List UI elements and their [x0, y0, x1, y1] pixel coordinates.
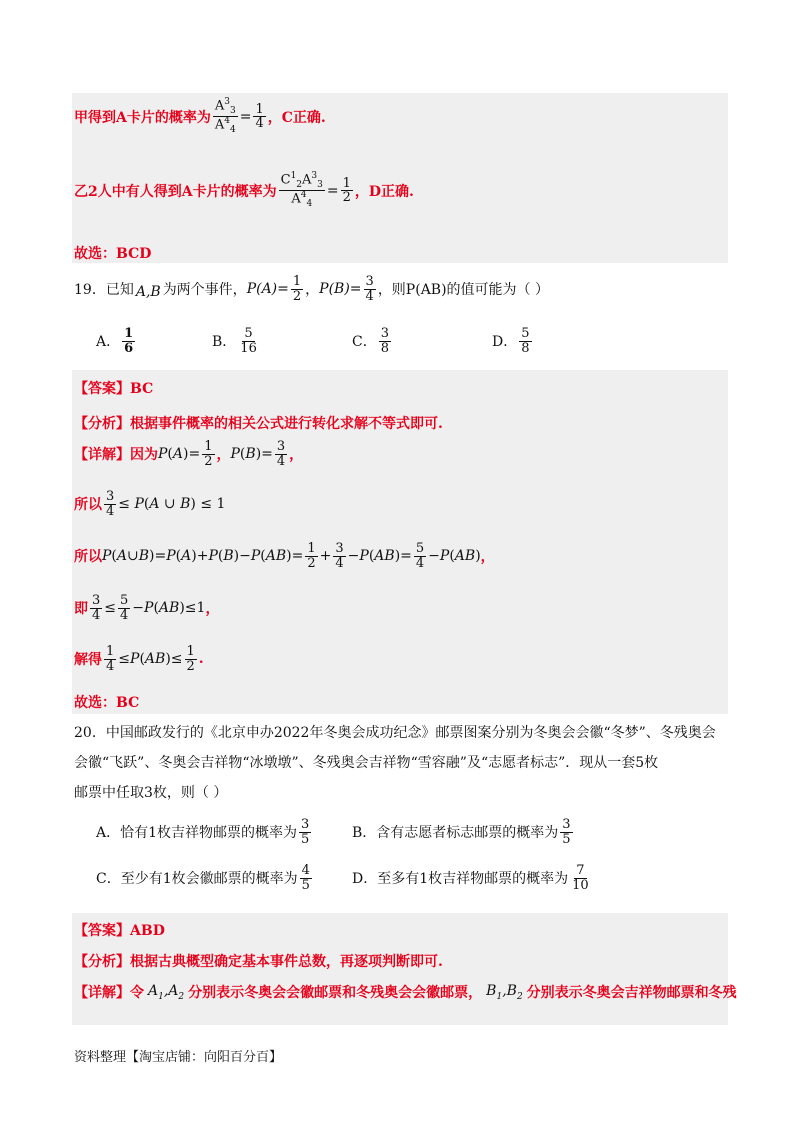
q19-choice: 故选：BC [74, 695, 140, 711]
q19-number: 19．已知 [74, 282, 134, 299]
prev-option-c-line: 甲得到A卡片的概率为 $\frac{A^3_3}{A^4_4}$ = $\frac{1}{4}$ ，C正确. [74, 97, 326, 136]
q19-step3: 即 $\frac{3}{4}$ ≤ $\frac{5}{4}$ −P(AB)≤1 ， [74, 593, 220, 623]
prev-choice: 故选：BCD [74, 246, 152, 262]
option-letter: A． [96, 334, 121, 351]
q19-so1: 所以 [74, 497, 102, 514]
prev-option-d-line: 乙2人中有人得到A卡片的概率为 $\frac{C^1_2A^3_3}{A^4_4}$ = $\frac{1}{2}$ ，D正确. [74, 171, 414, 210]
q20-detail-a: 【详解】令 [74, 985, 144, 1001]
prev-c-formula: $\frac{A^3_3}{A^4_4}$ [214, 97, 236, 136]
option-letter: D． [492, 334, 518, 351]
q20-detail: 【详解】令 $A_1,A_2$ 分别表示冬奥会会徽邮票和冬残奥会会徽邮票， $B_1,B_2$ 分别表示冬奥会吉祥物邮票和冬残 [74, 982, 737, 1002]
option-text: B．含有志愿者标志邮票的概率为 [352, 825, 559, 842]
option-letter: B． [212, 334, 237, 351]
q19-so2: 所以 [74, 549, 102, 566]
q20-answer: 【答案】ABD [74, 923, 165, 939]
q19-ask: ，则P(AB)的值可能为（ ） [377, 282, 550, 299]
q19-detail-label: 【详解】因为 [74, 447, 158, 464]
option-letter: C． [352, 334, 377, 351]
prev-d-tail: ，D正确. [354, 183, 414, 200]
q20-option-b[interactable]: B．含有志愿者标志邮票的概率为 $\frac{3}{5}$ [352, 817, 571, 847]
option-num: 5 [244, 326, 253, 341]
q20-line2: 会徽“飞跃”、冬奥会吉祥物“冰墩墩”、冬残奥会吉祥物“雪容融”及“志愿者标志”．现从一套5枚 [74, 755, 659, 771]
q19-jiede: 解得 [74, 652, 102, 669]
option-den: 8 [521, 340, 530, 356]
q19-answer: 【答案】BC [74, 381, 154, 397]
q19-option-b[interactable] [212, 327, 261, 355]
prev-d-value: $\frac{1}{2}$ [342, 175, 351, 206]
option-num: 3 [380, 326, 389, 341]
q19-step2: 所以 P(A∪B)=P(A)+P(B)−P(AB)= $\frac{1}{2}$ + $\frac{3}{4}$ −P(AB)= $\frac{5}{4}$ −P(AB) ， [74, 541, 495, 571]
q19-step4: 解得 $\frac{1}{4}$ ≤P(AB)≤ $\frac{1}{2}$ . [74, 644, 204, 674]
q20-stem [74, 718, 734, 808]
q19-option-d[interactable] [492, 327, 534, 355]
q19-events: A,B [135, 284, 161, 301]
option-den: 6 [124, 340, 134, 356]
q19-ji: 即 [74, 601, 88, 618]
q19-option-c[interactable] [352, 327, 393, 355]
option-num: 5 [521, 326, 530, 341]
q19-pb: P(B)= [319, 281, 362, 298]
q20-line1: 20．中国邮政发行的《北京申办2022年冬奥会成功纪念》邮票图案分别为冬奥会会徽“冬梦”、冬残奥会 [74, 725, 716, 741]
prev-c-label: 甲得到A卡片的概率为 [74, 109, 211, 126]
option-text: D．至多有1枚吉祥物邮票的概率为 [352, 871, 569, 888]
option-text: C．至少有1枚会徽邮票的概率为 [96, 871, 298, 888]
q20-detail-c: 分别表示冬奥会吉祥物邮票和冬残 [526, 985, 737, 1001]
prev-d-label: 乙2人中有人得到A卡片的概率为 [74, 183, 277, 200]
option-text: A．恰有1枚吉祥物邮票的概率为 [96, 825, 298, 842]
q19-stem: 19．已知 A,B 为两个事件， P(A)= $\frac{1}{2}$ ， P(B)= $\frac{3}{4}$ ，则P(AB)的值可能为（ ） [74, 274, 550, 304]
q20-option-a[interactable]: A．恰有1枚吉祥物邮票的概率为 $\frac{3}{5}$ [96, 817, 310, 847]
option-den: 8 [380, 340, 389, 356]
q19-detail: 【详解】因为 P ( A )= $\frac{1}{2}$ ， P ( B )= $\frac{3}{4}$ ， [74, 439, 304, 469]
q20-option-c[interactable]: C．至少有1枚会徽邮票的概率为 $\frac{4}{5}$ [96, 863, 310, 893]
q20-option-d[interactable]: D．至多有1枚吉祥物邮票的概率为 $\frac{7}{10}$ [352, 863, 589, 893]
option-num: 1 [124, 326, 134, 341]
q19-pa: P(A)= [246, 281, 289, 298]
option-den: 16 [240, 340, 257, 356]
q20-analysis: 【分析】根据古典概型确定基本事件总数，再逐项判断即可. [74, 954, 443, 970]
q19-analysis: 【分析】根据事件概率的相关公式进行转化求解不等式即可. [74, 416, 443, 432]
q19-mid: 为两个事件， [162, 282, 247, 299]
q20-line3: 邮票中任取3枚，则（ ） [74, 785, 228, 801]
prev-c-tail: ，C正确. [267, 109, 326, 126]
q20-detail-b: 分别表示冬奥会会徽邮票和冬残奥会会徽邮票， [188, 985, 483, 1001]
prev-c-value: $\frac{1}{4}$ [255, 101, 264, 132]
q19-option-a[interactable] [96, 327, 137, 355]
q19-step1: 所以 $\frac{3}{4}$ ≤ P(A ∪ B) ≤ 1 [74, 489, 226, 519]
page-footer: 资料整理【淘宝店铺：向阳百分百】 [74, 1050, 283, 1065]
prev-d-formula: $\frac{C^1_2A^3_3}{A^4_4}$ [280, 171, 323, 210]
